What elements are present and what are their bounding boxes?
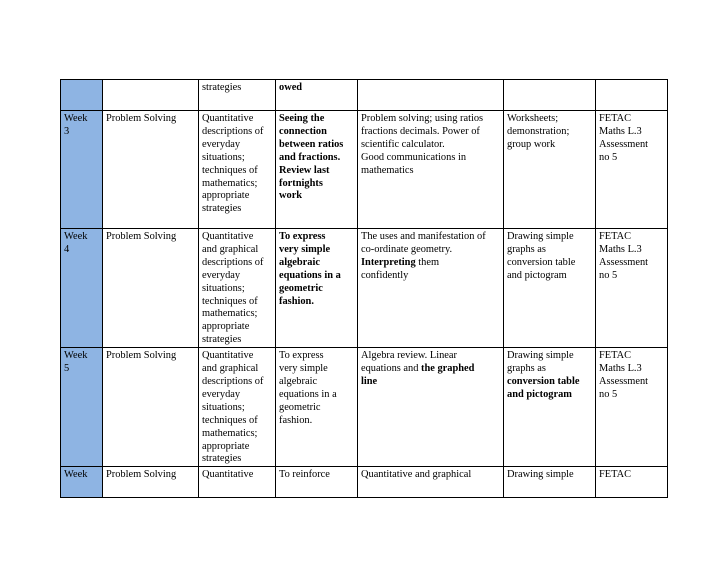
content-cell — [358, 467, 504, 498]
objective-cell — [276, 111, 358, 229]
assessment-cell — [596, 229, 668, 348]
content-text: scientific calculator. — [361, 138, 445, 150]
outcome-line: Quantitative — [202, 113, 254, 124]
objective-line: Seeing the — [279, 113, 325, 124]
objective-cell — [276, 80, 358, 111]
objective-line: To reinforce — [279, 469, 330, 481]
objective-line: equations in a — [279, 269, 341, 281]
objective-line: fashion. — [279, 414, 313, 426]
outcome-cell — [199, 111, 276, 229]
methods-cell — [504, 111, 596, 229]
week-line: Week — [64, 231, 88, 242]
assessment-line: FETAC — [599, 231, 632, 242]
content-text: fractions decimals. Power of — [361, 125, 480, 137]
lesson-plan-table — [60, 79, 668, 498]
methods-text: conversion table — [507, 375, 580, 387]
objective-line: equations in a — [279, 388, 337, 400]
outcome-line: descriptions of — [202, 256, 264, 268]
area-line: Problem Solving — [106, 113, 177, 124]
outcome-line: mathematics; — [202, 308, 258, 320]
content-line — [361, 139, 500, 152]
outcome-line: appropriate — [202, 190, 250, 202]
week-cell — [61, 348, 103, 467]
content-text: equations and — [361, 363, 422, 375]
methods-text: graphs as — [507, 363, 546, 375]
assessment-cell — [596, 80, 668, 111]
objective-line: very simple — [279, 243, 331, 255]
outcome-line: and graphical — [202, 243, 259, 255]
area-cell — [103, 467, 199, 498]
area-cell — [103, 229, 199, 348]
table-row — [61, 80, 668, 111]
assessment-line: FETAC — [599, 469, 632, 481]
area-cell — [103, 111, 199, 229]
objective-cell — [276, 467, 358, 498]
outcome-line: strategies — [202, 203, 242, 215]
objective-line: very simple — [279, 363, 328, 375]
methods-text: Worksheets; — [507, 113, 559, 124]
content-text: confidently — [361, 269, 409, 281]
methods-line — [507, 139, 592, 152]
assessment-line: Assessment — [599, 256, 649, 268]
objective-line: To express — [279, 350, 324, 362]
methods-cell — [504, 229, 596, 348]
objective-line: To express — [279, 231, 326, 242]
objective-line: fashion. — [279, 295, 314, 307]
area-line: Problem Solving — [106, 231, 177, 242]
content-text: them — [415, 256, 440, 268]
methods-cell — [504, 80, 596, 111]
methods-line — [507, 126, 592, 139]
assessment-line: no 5 — [599, 151, 618, 163]
outcome-line: mathematics; — [202, 177, 258, 189]
objective-cell — [276, 348, 358, 467]
objective-line: geometric — [279, 401, 321, 413]
objective-line: and fractions. — [279, 151, 341, 163]
objective-line: geometric — [279, 282, 323, 294]
objective-line: work — [279, 190, 303, 202]
week-line: Week — [64, 350, 88, 362]
methods-line — [507, 350, 592, 363]
content-cell — [358, 111, 504, 229]
assessment-line: no 5 — [599, 269, 618, 281]
objective-line: between ratios — [279, 138, 344, 150]
outcome-line: descriptions of — [202, 375, 264, 387]
week-cell — [61, 467, 103, 498]
methods-line — [507, 389, 592, 402]
methods-cell — [504, 348, 596, 467]
assessment-line: Assessment — [599, 138, 649, 150]
content-text: Interpreting — [361, 256, 416, 268]
content-line — [361, 231, 500, 244]
week-line: Week — [64, 469, 88, 481]
week-line: 3 — [64, 125, 70, 137]
content-text: Good communications in — [361, 151, 467, 163]
outcome-line: situations; — [202, 282, 245, 294]
week-line: 5 — [64, 363, 70, 375]
content-line — [361, 469, 500, 482]
outcome-line: everyday — [202, 138, 241, 150]
methods-line — [507, 270, 592, 283]
content-cell — [358, 348, 504, 467]
outcome-line: descriptions of — [202, 125, 264, 137]
objective-line: algebraic — [279, 375, 318, 387]
content-text: mathematics — [361, 164, 414, 176]
methods-line — [507, 376, 592, 389]
content-text: Algebra review. Linear — [361, 350, 457, 362]
content-line — [361, 244, 500, 257]
content-text: Problem solving; using ratios — [361, 113, 484, 124]
outcome-line: situations; — [202, 401, 245, 413]
content-line — [361, 363, 500, 376]
assessment-line: FETAC — [599, 350, 632, 362]
outcome-line: strategies — [202, 453, 242, 465]
methods-line — [507, 113, 592, 126]
assessment-cell — [596, 348, 668, 467]
content-line — [361, 165, 500, 178]
objective-cell — [276, 229, 358, 348]
assessment-line: Maths L.3 — [599, 125, 642, 137]
area-line: Problem Solving — [106, 469, 177, 481]
content-cell — [358, 229, 504, 348]
methods-line — [507, 469, 592, 482]
table-row — [61, 229, 668, 348]
content-line — [361, 350, 500, 363]
objective-line: fortnights — [279, 177, 323, 189]
outcome-line: and graphical — [202, 363, 259, 375]
methods-line — [507, 244, 592, 257]
objective-line: connection — [279, 125, 327, 137]
outcome-line: strategies — [202, 82, 242, 93]
outcome-cell — [199, 467, 276, 498]
area-cell — [103, 80, 199, 111]
outcome-line: Quantitative — [202, 350, 254, 362]
outcome-line: situations; — [202, 151, 245, 163]
outcome-cell — [199, 348, 276, 467]
outcome-line: Quantitative — [202, 231, 254, 242]
outcome-line: Quantitative — [202, 469, 254, 481]
week-line: Week — [64, 113, 88, 124]
outcome-line: mathematics; — [202, 427, 258, 439]
content-line — [361, 113, 500, 126]
week-cell — [61, 229, 103, 348]
methods-text: conversion table — [507, 256, 576, 268]
outcome-line: everyday — [202, 388, 241, 400]
methods-line — [507, 257, 592, 270]
content-text: line — [361, 375, 378, 387]
methods-text: Drawing simple — [507, 469, 574, 481]
outcome-line: techniques of — [202, 295, 258, 307]
methods-text: Drawing simple — [507, 231, 574, 242]
content-line — [361, 126, 500, 139]
objective-line: Review last — [279, 164, 330, 176]
outcome-cell — [199, 229, 276, 348]
content-line — [361, 376, 500, 389]
outcome-line: strategies — [202, 334, 242, 346]
area-line: Problem Solving — [106, 350, 177, 362]
area-cell — [103, 348, 199, 467]
methods-text: demonstration; — [507, 125, 570, 137]
outcome-line: everyday — [202, 269, 241, 281]
content-text: co-ordinate geometry. — [361, 243, 453, 255]
methods-cell — [504, 467, 596, 498]
table-row — [61, 467, 668, 498]
content-line — [361, 152, 500, 165]
methods-line — [507, 363, 592, 376]
content-line — [361, 257, 500, 270]
lesson-plan-body — [61, 80, 668, 498]
methods-line — [507, 231, 592, 244]
assessment-line: Maths L.3 — [599, 363, 642, 375]
content-cell — [358, 80, 504, 111]
assessment-line: no 5 — [599, 388, 618, 400]
table-row — [61, 348, 668, 467]
content-text: Quantitative and graphical — [361, 469, 472, 481]
week-cell — [61, 80, 103, 111]
assessment-line: Maths L.3 — [599, 243, 642, 255]
methods-text: and pictogram — [507, 388, 572, 400]
methods-text: group work — [507, 138, 556, 150]
methods-text: graphs as — [507, 243, 546, 255]
outcome-line: techniques of — [202, 414, 258, 426]
content-text: The uses and manifestation of — [361, 231, 486, 242]
content-line — [361, 270, 500, 283]
assessment-cell — [596, 467, 668, 498]
content-text: the graphed — [421, 363, 475, 375]
outcome-line: techniques of — [202, 164, 258, 176]
week-line: 4 — [64, 243, 70, 255]
assessment-line: FETAC — [599, 113, 632, 124]
methods-text: Drawing simple — [507, 350, 574, 362]
assessment-cell — [596, 111, 668, 229]
outcome-line: appropriate — [202, 321, 250, 333]
objective-line: owed — [279, 82, 303, 93]
table-row — [61, 111, 668, 229]
objective-line: algebraic — [279, 256, 320, 268]
week-cell — [61, 111, 103, 229]
outcome-line: appropriate — [202, 440, 250, 452]
methods-text: and pictogram — [507, 269, 567, 281]
outcome-cell — [199, 80, 276, 111]
assessment-line: Assessment — [599, 375, 649, 387]
